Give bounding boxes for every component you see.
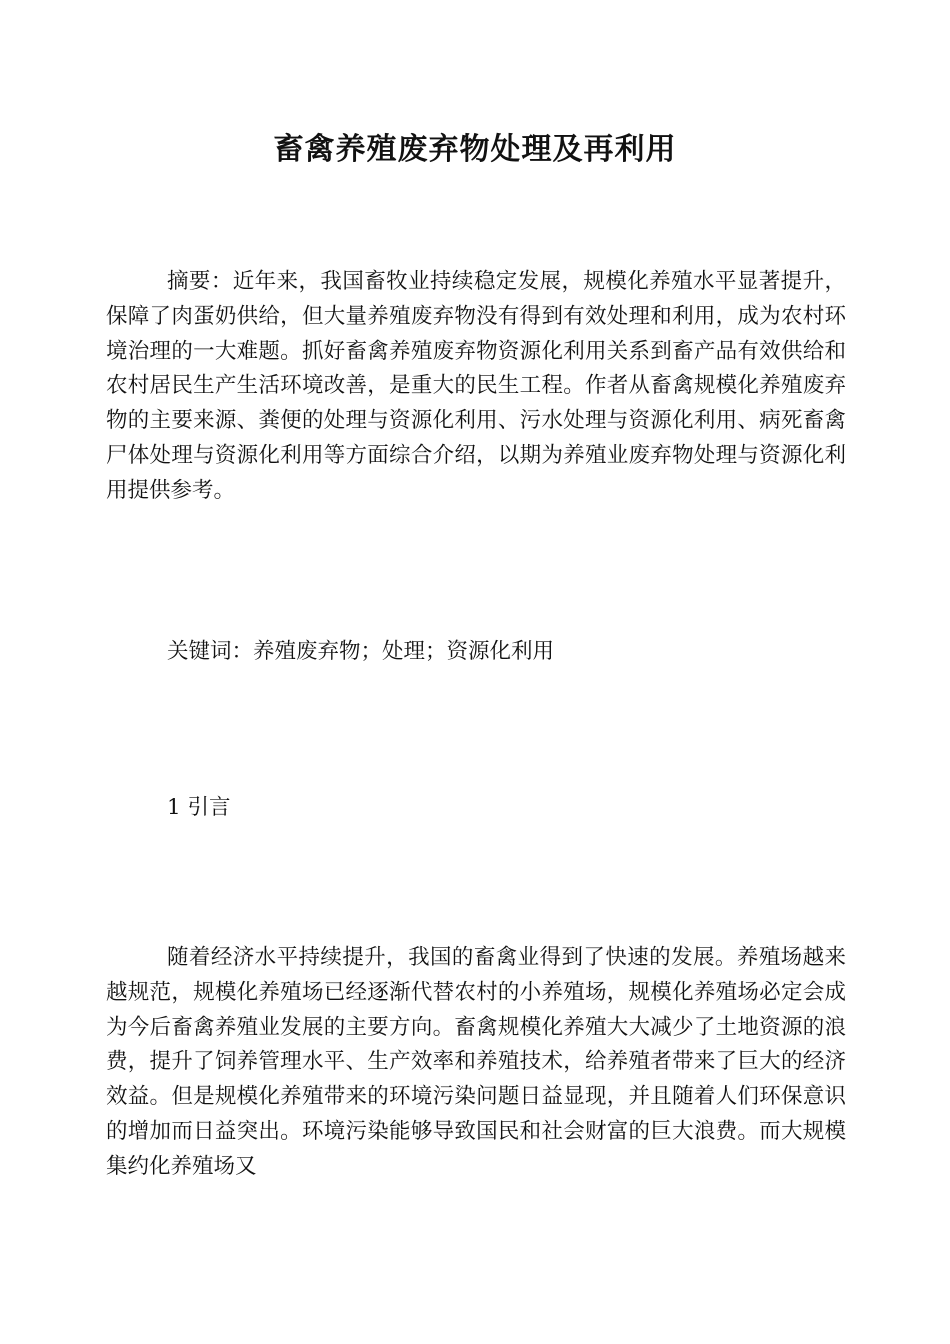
abstract-paragraph: 摘要：近年来，我国畜牧业持续稳定发展，规模化养殖水平显著提升，保障了肉蛋奶供给，但大量养殖废弃物没有得到有效处理和利用，成为农村环境治理的一大难题。抓好畜禽养殖废弃物资源化利用关系到畜产品有效供给和农村居民生产生活环境改善，是重大的民生工程。作者从畜禽规模化养殖废弃物的主要来源、粪便的处理与资源化利用、污水处理与资源化利用、病死畜禽尸体处理与资源化利用等方面综合介绍，以期为养殖业废弃物处理与资源化利用提供参考。 — [106, 269, 846, 503]
section-heading: 1 引言 — [167, 795, 231, 820]
intro-paragraph: 随着经济水平持续提升，我国的畜禽业得到了快速的发展。养殖场越来越规范，规模化养殖场已经逐渐代替农村的小养殖场，规模化养殖场必定会成为今后畜禽养殖业发展的主要方向。畜禽规模化养殖大大减少了土地资源的浪费，提升了饲养管理水平、生产效率和养殖技术，给养殖者带来了巨大的经济效益。但是规模化养殖带来的环境污染问题日益显现，并且随着人们环保意识的增加而日益突出。环境污染能够导致国民和社会财富的巨大浪费。而大规模集约化养殖场又 — [106, 945, 846, 1179]
keywords-line: 关键词：养殖废弃物；处理；资源化利用 — [167, 639, 555, 664]
document-title: 畜禽养殖废弃物处理及再利用 — [273, 132, 677, 168]
